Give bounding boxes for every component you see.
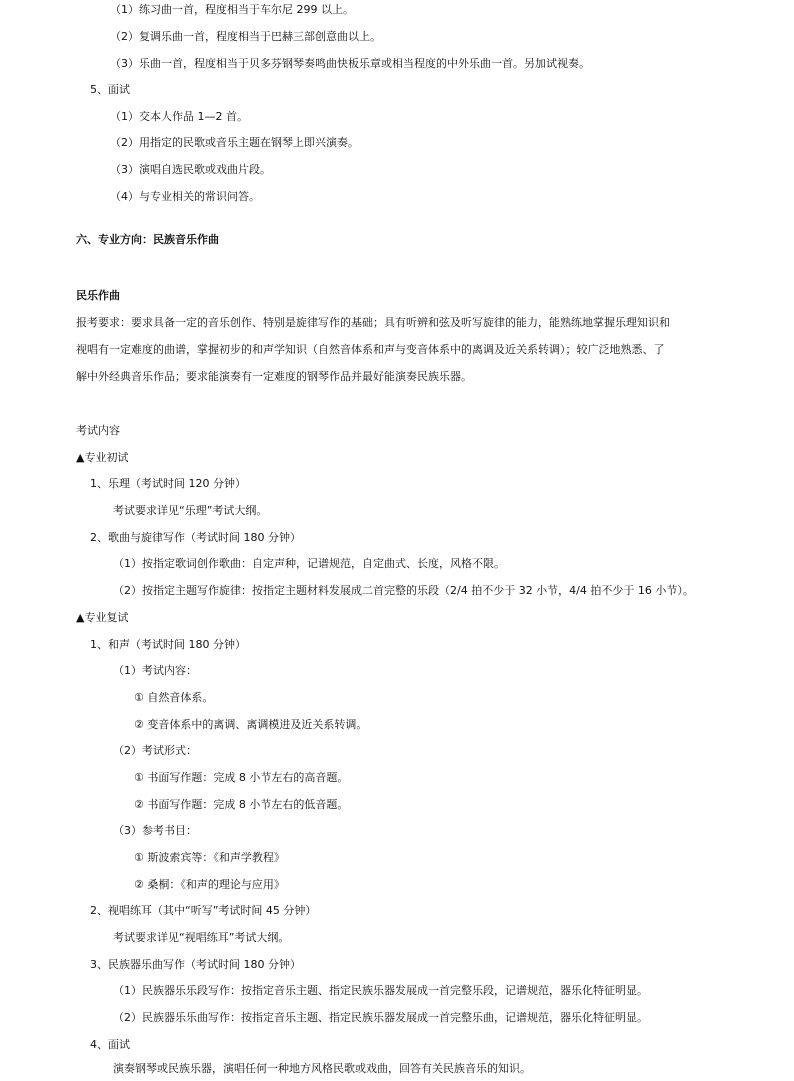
interview-item-4: （4）与专业相关的常识问答。 bbox=[110, 190, 260, 203]
retest-item-3: 3、民族器乐曲写作（考试时间 180 分钟） bbox=[90, 958, 301, 971]
interview-item-1: （1）交本人作品 1—2 首。 bbox=[110, 110, 248, 123]
retest-item-1-form-2: ② 书面写作题：完成 8 小节左右的低音题。 bbox=[134, 798, 349, 811]
initial-item-1: 1、乐理（考试时间 120 分钟） bbox=[90, 477, 246, 490]
retest-item-3-sub-1: （1）民族器乐乐段写作：按指定音乐主题、指定民族乐器发展成一首完整乐段，记谱规范，器乐化特征明显。 bbox=[113, 984, 648, 997]
interview-item-2: （2）用指定的民歌或音乐主题在钢琴上即兴演奏。 bbox=[110, 136, 359, 149]
retest-item-1-books-label: （3）参考书目： bbox=[113, 824, 197, 837]
initial-item-2-sub-1: （1）按指定歌词创作歌曲：自定声种，记谱规范，自定曲式、长度，风格不限。 bbox=[113, 557, 505, 570]
retest-item-2-detail: 考试要求详见“视唱练耳”考试大纲。 bbox=[113, 931, 290, 944]
top-item-1: （1）练习曲一首，程度相当于车尔尼 299 以上。 bbox=[110, 3, 354, 16]
retest-item-1-form-label: （2）考试形式： bbox=[113, 744, 197, 757]
requirements-line-3: 解中外经典音乐作品；要求能演奏有一定难度的钢琴作品并最好能演奏民族乐器。 bbox=[76, 370, 472, 383]
retest-item-1-book-2: ② 桑桐：《和声的理论与应用》 bbox=[134, 878, 285, 891]
requirements-line-2: 视唱有一定难度的曲谱，掌握初步的和声学知识（自然音体系和声与变音体系中的离调及近关系转调）；较广泛地熟悉、了 bbox=[76, 343, 665, 356]
retest-item-1-book-1: ① 斯波索宾等：《和声学教程》 bbox=[134, 851, 285, 864]
retest-item-4-detail: 演奏钢琴或民族乐器，演唱任何一种地方风格民歌或戏曲，回答有关民族音乐的知识。 bbox=[113, 1062, 531, 1075]
section-six-subheading: 民乐作曲 bbox=[76, 289, 120, 302]
retest-item-4: 4、面试 bbox=[90, 1038, 130, 1051]
interview-item-3: （3）演唱自选民歌或戏曲片段。 bbox=[110, 163, 271, 176]
requirements-line-1: 报考要求：要求具备一定的音乐创作、特别是旋律写作的基础；具有听辨和弦及听写旋律的能力，能熟练地掌握乐理知识和 bbox=[76, 316, 670, 329]
initial-item-2-sub-2: （2）按指定主题写作旋律：按指定主题材料发展成二首完整的乐段（2/4 拍不少于 32 小节，4/4 拍不少于 16 小节）。 bbox=[113, 584, 694, 597]
section-six-heading: 六、专业方向：民族音乐作曲 bbox=[76, 233, 219, 246]
top-item-3: （3）乐曲一首，程度相当于贝多芬钢琴奏鸣曲快板乐章或相当程度的中外乐曲一首。另加试视奏。 bbox=[110, 57, 590, 70]
interview-heading: 5、面试 bbox=[90, 83, 130, 96]
initial-item-2: 2、歌曲与旋律写作（考试时间 180 分钟） bbox=[90, 531, 301, 544]
retest-heading: ▲专业复试 bbox=[76, 611, 129, 624]
retest-item-1-content-label: （1）考试内容： bbox=[113, 664, 197, 677]
retest-item-1-content-1: ① 自然音体系。 bbox=[134, 691, 214, 704]
top-item-2: （2）复调乐曲一首，程度相当于巴赫三部创意曲以上。 bbox=[110, 30, 381, 43]
retest-item-1: 1、和声（考试时间 180 分钟） bbox=[90, 638, 246, 651]
initial-item-1-detail: 考试要求详见“乐理”考试大纲。 bbox=[113, 504, 268, 517]
initial-exam-heading: ▲专业初试 bbox=[76, 451, 129, 464]
retest-item-1-form-1: ① 书面写作题：完成 8 小节左右的高音题。 bbox=[134, 771, 349, 784]
exam-content-label: 考试内容 bbox=[76, 424, 120, 437]
retest-item-1-content-2: ② 变音体系中的离调、离调模进及近关系转调。 bbox=[134, 718, 368, 731]
retest-item-3-sub-2: （2）民族器乐乐曲写作：按指定音乐主题、指定民族乐器发展成一首完整乐曲，记谱规范，器乐化特征明显。 bbox=[113, 1011, 648, 1024]
retest-item-2: 2、视唱练耳（其中“听写”考试时间 45 分钟） bbox=[90, 904, 317, 917]
